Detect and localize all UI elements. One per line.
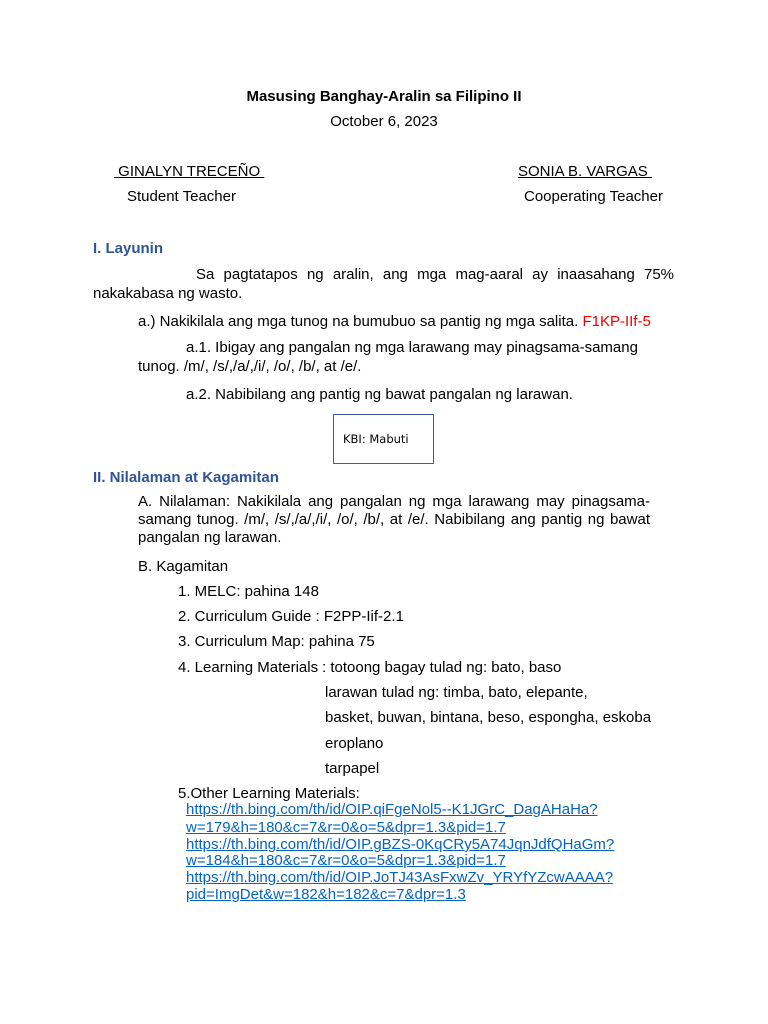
kagamitan-label: B. Kagamitan bbox=[138, 558, 229, 575]
material-item-4-line4: eroplano bbox=[325, 735, 384, 752]
objective-a1-line1: a.1. Ibigay ang pangalan ng mga larawang may pinagsama-samang bbox=[186, 339, 638, 356]
document-date: October 6, 2023 bbox=[330, 113, 438, 130]
material-item-2: 2. Curriculum Guide : F2PP-Iif-2.1 bbox=[178, 608, 404, 625]
reference-link-1-line2[interactable]: w=179&h=180&c=7&r=0&o=5&dpr=1.3&pid=1.7 bbox=[186, 819, 506, 836]
student-teacher-name: GINALYN TRECEÑO bbox=[118, 163, 261, 180]
layunin-intro-line2: nakakabasa ng wasto. bbox=[93, 285, 243, 302]
material-item-4-line5: tarpapel bbox=[325, 760, 380, 777]
cooperating-teacher-name: SONIA B. VARGAS bbox=[518, 163, 648, 180]
reference-link-2-line2[interactable]: w=184&h=180&c=7&r=0&o=5&dpr=1.3&pid=1.7 bbox=[186, 852, 506, 869]
objective-a-code: F1KP-IIf-5 bbox=[582, 313, 651, 330]
material-item-4-label: 4. Learning Materials bbox=[178, 659, 319, 676]
material-item-4-line3: basket, buwan, bintana, beso, espongha, eskoba bbox=[325, 709, 652, 726]
cooperating-teacher-role: Cooperating Teacher bbox=[524, 188, 663, 205]
reference-link-3-line1[interactable]: https://th.bing.com/th/id/OIP.JoTJ43AsFxwZv_YRYfYZcwAAAA? bbox=[186, 869, 614, 886]
section-heading-nilalaman: II. Nilalaman at Kagamitan bbox=[93, 469, 279, 486]
material-item-4-line1: : totoong bagay tulad ng: bato, baso bbox=[322, 659, 562, 676]
objective-a bbox=[138, 313, 651, 331]
reference-link-2-line1[interactable]: https://th.bing.com/th/id/OIP.gBZS-0KqCRy5A74JqnJdfQHaGm? bbox=[186, 836, 615, 853]
objective-a-text: a.) Nakikilala ang mga tunog na bumubuo sa pantig ng mga salita. bbox=[138, 313, 579, 330]
material-item-3: 3. Curriculum Map: pahina 75 bbox=[178, 633, 375, 650]
reference-link-1-line1[interactable]: https://th.bing.com/th/id/OIP.qiFgeNol5--K1JGrC_DagAHaHa? bbox=[186, 801, 598, 818]
objective-a2: a.2. Nabibilang ang pantig ng bawat pangalan ng larawan. bbox=[186, 386, 573, 403]
material-item-1: 1. MELC: pahina 148 bbox=[178, 583, 319, 600]
nilalaman-a-paragraph: A. Nilalaman: Nakikilala ang pangalan ng mga larawang may pinagsama-samang tunog. /m/, /s/,/a/,/i/, /o/, /b/, at /e/. Nabibilang ang pantig ng bawat pangalan ng larawan. bbox=[138, 493, 650, 546]
layunin-intro-line1: Sa pagtatapos ng aralin, ang mga mag-aaral ay inaasahang 75% bbox=[196, 266, 674, 283]
kbi-box bbox=[333, 414, 434, 464]
document-title: Masusing Banghay-Aralin sa Filipino II bbox=[246, 88, 522, 105]
kbi-label: KBI: Mabuti bbox=[343, 432, 409, 446]
reference-link-3-line2[interactable]: pid=ImgDet&w=182&h=182&c=7&dpr=1.3 bbox=[186, 886, 466, 903]
section-heading-layunin: I. Layunin bbox=[93, 240, 164, 257]
material-item-5-label: 5.Other Learning Materials: bbox=[178, 785, 360, 802]
material-item-4-line2: larawan tulad ng: timba, bato, elepante, bbox=[325, 684, 588, 701]
student-teacher-role: Student Teacher bbox=[127, 188, 236, 205]
objective-a1-line2: tunog. /m/, /s/,/a/,/i/, /o/, /b/, at /e/. bbox=[138, 358, 362, 375]
